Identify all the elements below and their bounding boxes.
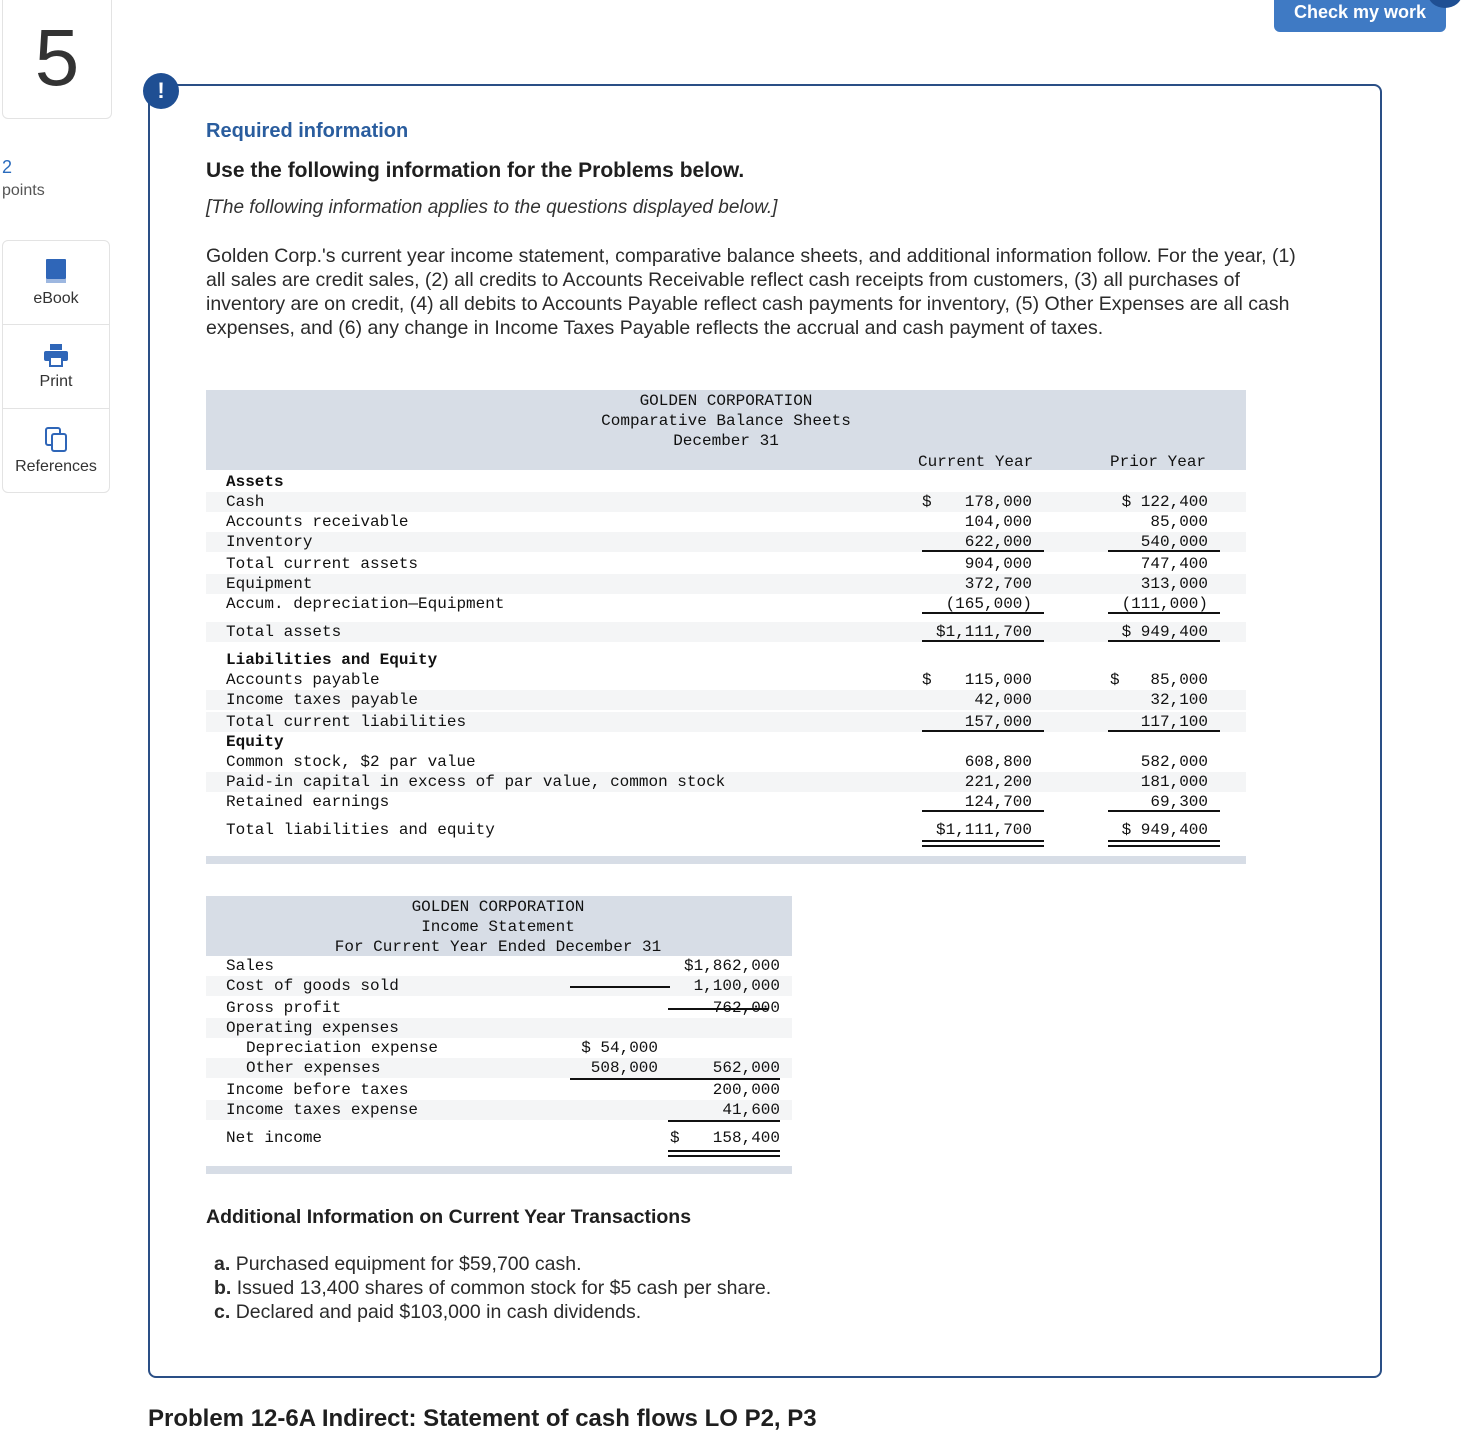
bs-row-label: Equity (226, 733, 284, 751)
bs-cell-current: (165,000) (945, 595, 1032, 613)
bs-cell-current: $1,111,700 (935, 623, 1032, 641)
bs-currency-symbol: $ (1110, 671, 1120, 689)
bs-cell-current: 124,700 (964, 793, 1032, 811)
table-row (206, 732, 1246, 752)
bs-cell-current: 104,000 (964, 513, 1032, 531)
print-label: Print (39, 372, 73, 390)
is-cell-right: 562,000 (712, 1059, 780, 1077)
bs-row-label: Total current liabilities (226, 713, 467, 731)
bs-row-label: Income taxes payable (226, 691, 419, 709)
underline-rule (922, 730, 1044, 732)
income-statement-table (206, 896, 792, 1174)
bs-cell-current: 608,800 (964, 753, 1032, 771)
is-cell-right: $1,862,000 (683, 957, 780, 975)
bs-currency-symbol: $ (922, 493, 932, 511)
bs-cell-prior: 181,000 (1140, 773, 1208, 791)
is-row-label: Gross profit (226, 999, 342, 1017)
bs-cell-prior: 313,000 (1140, 575, 1208, 593)
bs-cell-prior: 32,100 (1150, 691, 1208, 709)
references-icon (44, 426, 68, 452)
bs-title-1: GOLDEN CORPORATION (639, 392, 813, 410)
alert-icon: ! (143, 73, 179, 109)
references-label: References (15, 457, 97, 475)
bs-row-label: Accounts receivable (226, 513, 409, 531)
bs-cell-prior: 85,000 (1150, 513, 1208, 531)
underline-rule (922, 550, 1044, 552)
underline-rule (668, 1120, 780, 1122)
print-button[interactable] (3, 325, 109, 409)
bs-cell-current: $1,111,700 (935, 821, 1032, 839)
underline-rule (922, 840, 1044, 847)
list-item: c. Declared and paid $103,000 in cash dividends. (214, 1301, 642, 1323)
references-button[interactable] (3, 409, 109, 492)
bs-row-label: Accum. depreciation—Equipment (226, 595, 505, 613)
panel-content (206, 118, 1316, 340)
bs-row-label: Inventory (226, 533, 313, 551)
is-cell-right: 200,000 (712, 1081, 780, 1099)
bs-row-label: Retained earnings (226, 793, 390, 811)
table-row (206, 492, 1246, 512)
question-number: 5 (2, 0, 112, 119)
bs-cell-current: 372,700 (964, 575, 1032, 593)
bs-cell-prior: (111,000) (1121, 595, 1208, 613)
ebook-button[interactable] (3, 241, 109, 325)
bs-cell-prior: 582,000 (1140, 753, 1208, 771)
ebook-label: eBook (33, 289, 79, 307)
printer-icon (43, 343, 69, 367)
list-item: a. Purchased equipment for $59,700 cash. (214, 1253, 582, 1275)
book-icon (44, 258, 68, 284)
is-cell-right: 158,400 (712, 1129, 780, 1147)
table-row (206, 472, 1246, 492)
is-currency-symbol: $ (670, 1129, 680, 1147)
bs-cell-prior: 747,400 (1140, 555, 1208, 573)
list-item: b. Issued 13,400 shares of common stock for $5 cash per share. (214, 1277, 772, 1299)
bs-row-label: Paid-in capital in excess of par value, common stock (226, 773, 726, 791)
is-row-label: Net income (226, 1129, 323, 1147)
is-title-3: For Current Year Ended December 31 (334, 938, 662, 956)
table-row (206, 532, 1246, 552)
points-value: 2 (2, 157, 13, 177)
applies-note: [The following information applies to the questions displayed below.] (206, 197, 778, 218)
bs-cell-prior: $ 122,400 (1121, 493, 1208, 511)
bs-cell-current: 115,000 (964, 671, 1032, 689)
is-row-label: Income taxes expense (226, 1101, 419, 1119)
is-bottom-bar (206, 1166, 792, 1174)
is-cell-mid: $ 54,000 (581, 1039, 658, 1057)
bs-cell-prior: 69,300 (1150, 793, 1208, 811)
bs-currency-symbol: $ (922, 671, 932, 689)
underline-rule (1108, 730, 1220, 732)
is-cell-right: 41,600 (722, 1101, 780, 1119)
required-info-heading: Required information (206, 120, 409, 142)
bs-row-label: Common stock, $2 par value (226, 753, 476, 771)
is-cell-right: 1,100,000 (693, 977, 780, 995)
bs-cell-current: 157,000 (964, 713, 1032, 731)
bs-row-label: Total assets (226, 623, 342, 641)
underline-rule (1108, 550, 1220, 552)
bs-cell-prior: $ 949,400 (1121, 623, 1208, 641)
balance-sheet-table (206, 390, 1246, 864)
is-row-label: Other expenses (246, 1059, 381, 1077)
check-my-work-button[interactable]: Check my work (1274, 0, 1446, 32)
bs-row-label: Total liabilities and equity (226, 821, 495, 839)
bs-row-label: Liabilities and Equity (226, 651, 438, 669)
underline-rule (1108, 840, 1220, 847)
bs-col-prior: Prior Year (1110, 453, 1207, 471)
additional-info (206, 1204, 1106, 1324)
bs-cell-prior: $ 949,400 (1121, 821, 1208, 839)
bs-title-2: Comparative Balance Sheets (601, 412, 851, 430)
table-row (206, 622, 1246, 642)
bs-row-label: Assets (226, 473, 284, 491)
additional-info-list (214, 1252, 1106, 1324)
underline-rule (668, 1008, 768, 1010)
underline-rule (668, 1150, 780, 1157)
underline-rule (1108, 612, 1220, 614)
is-title-1: GOLDEN CORPORATION (411, 898, 585, 916)
points-block (2, 156, 45, 202)
underline-rule (922, 612, 1044, 614)
problem-title: Problem 12-6A Indirect: Statement of cash flows LO P2, P3 (148, 1405, 817, 1432)
bs-title-3: December 31 (673, 432, 779, 450)
bs-col-current: Current Year (918, 453, 1034, 471)
is-cell-right: 762,000 (712, 999, 780, 1017)
tools-panel (2, 240, 110, 493)
underline-rule (1108, 640, 1220, 642)
underline-rule (570, 986, 670, 988)
bs-cell-prior: 540,000 (1140, 533, 1208, 551)
bs-cell-current: 622,000 (964, 533, 1032, 551)
is-row-label: Income before taxes (226, 1081, 409, 1099)
is-cell-mid: 508,000 (590, 1059, 658, 1077)
bs-row-label: Cash (226, 493, 265, 511)
use-following-heading: Use the following information for the Problems below. (206, 159, 745, 182)
points-label: points (2, 182, 45, 199)
underline-rule (570, 1078, 670, 1080)
bs-cell-current: 221,200 (964, 773, 1032, 791)
bs-cell-current: 42,000 (974, 691, 1032, 709)
underline-rule (922, 640, 1044, 642)
underline-rule (668, 1078, 780, 1080)
is-row-label: Operating expenses (226, 1019, 399, 1037)
additional-info-title: Additional Information on Current Year Transactions (206, 1206, 692, 1228)
is-row-label: Depreciation expense (246, 1039, 439, 1057)
bs-row-label: Total current assets (226, 555, 419, 573)
underline-rule (1108, 810, 1220, 812)
bs-cell-current: 904,000 (964, 555, 1032, 573)
is-title-2: Income Statement (421, 918, 575, 936)
underline-rule (922, 810, 1044, 812)
bs-cell-prior: 85,000 (1150, 671, 1208, 689)
intro-paragraph: Golden Corp.'s current year income statement, comparative balance sheets, and additional information follow. For the year, (1) all sales are credit sales, (2) all credits to Accounts Receivable reflect cash receipts from customers, (3) all purchases of inventory are on credit, (4) all debits to Accounts Payable reflect cash payments for inventory, (5) Other Expenses are all cash expenses, and (6) any change in Income Taxes Payable reflects the accrual and cash payment of taxes. (206, 245, 1296, 339)
table-row (206, 574, 1246, 594)
bs-cell-prior: 117,100 (1140, 713, 1208, 731)
is-row-label: Sales (226, 957, 275, 975)
bs-bottom-bar (206, 856, 1246, 864)
bs-cell-current: 178,000 (964, 493, 1032, 511)
is-row-label: Cost of goods sold (226, 977, 399, 995)
bs-row-label: Accounts payable (226, 671, 380, 689)
bs-row-label: Equipment (226, 575, 313, 593)
